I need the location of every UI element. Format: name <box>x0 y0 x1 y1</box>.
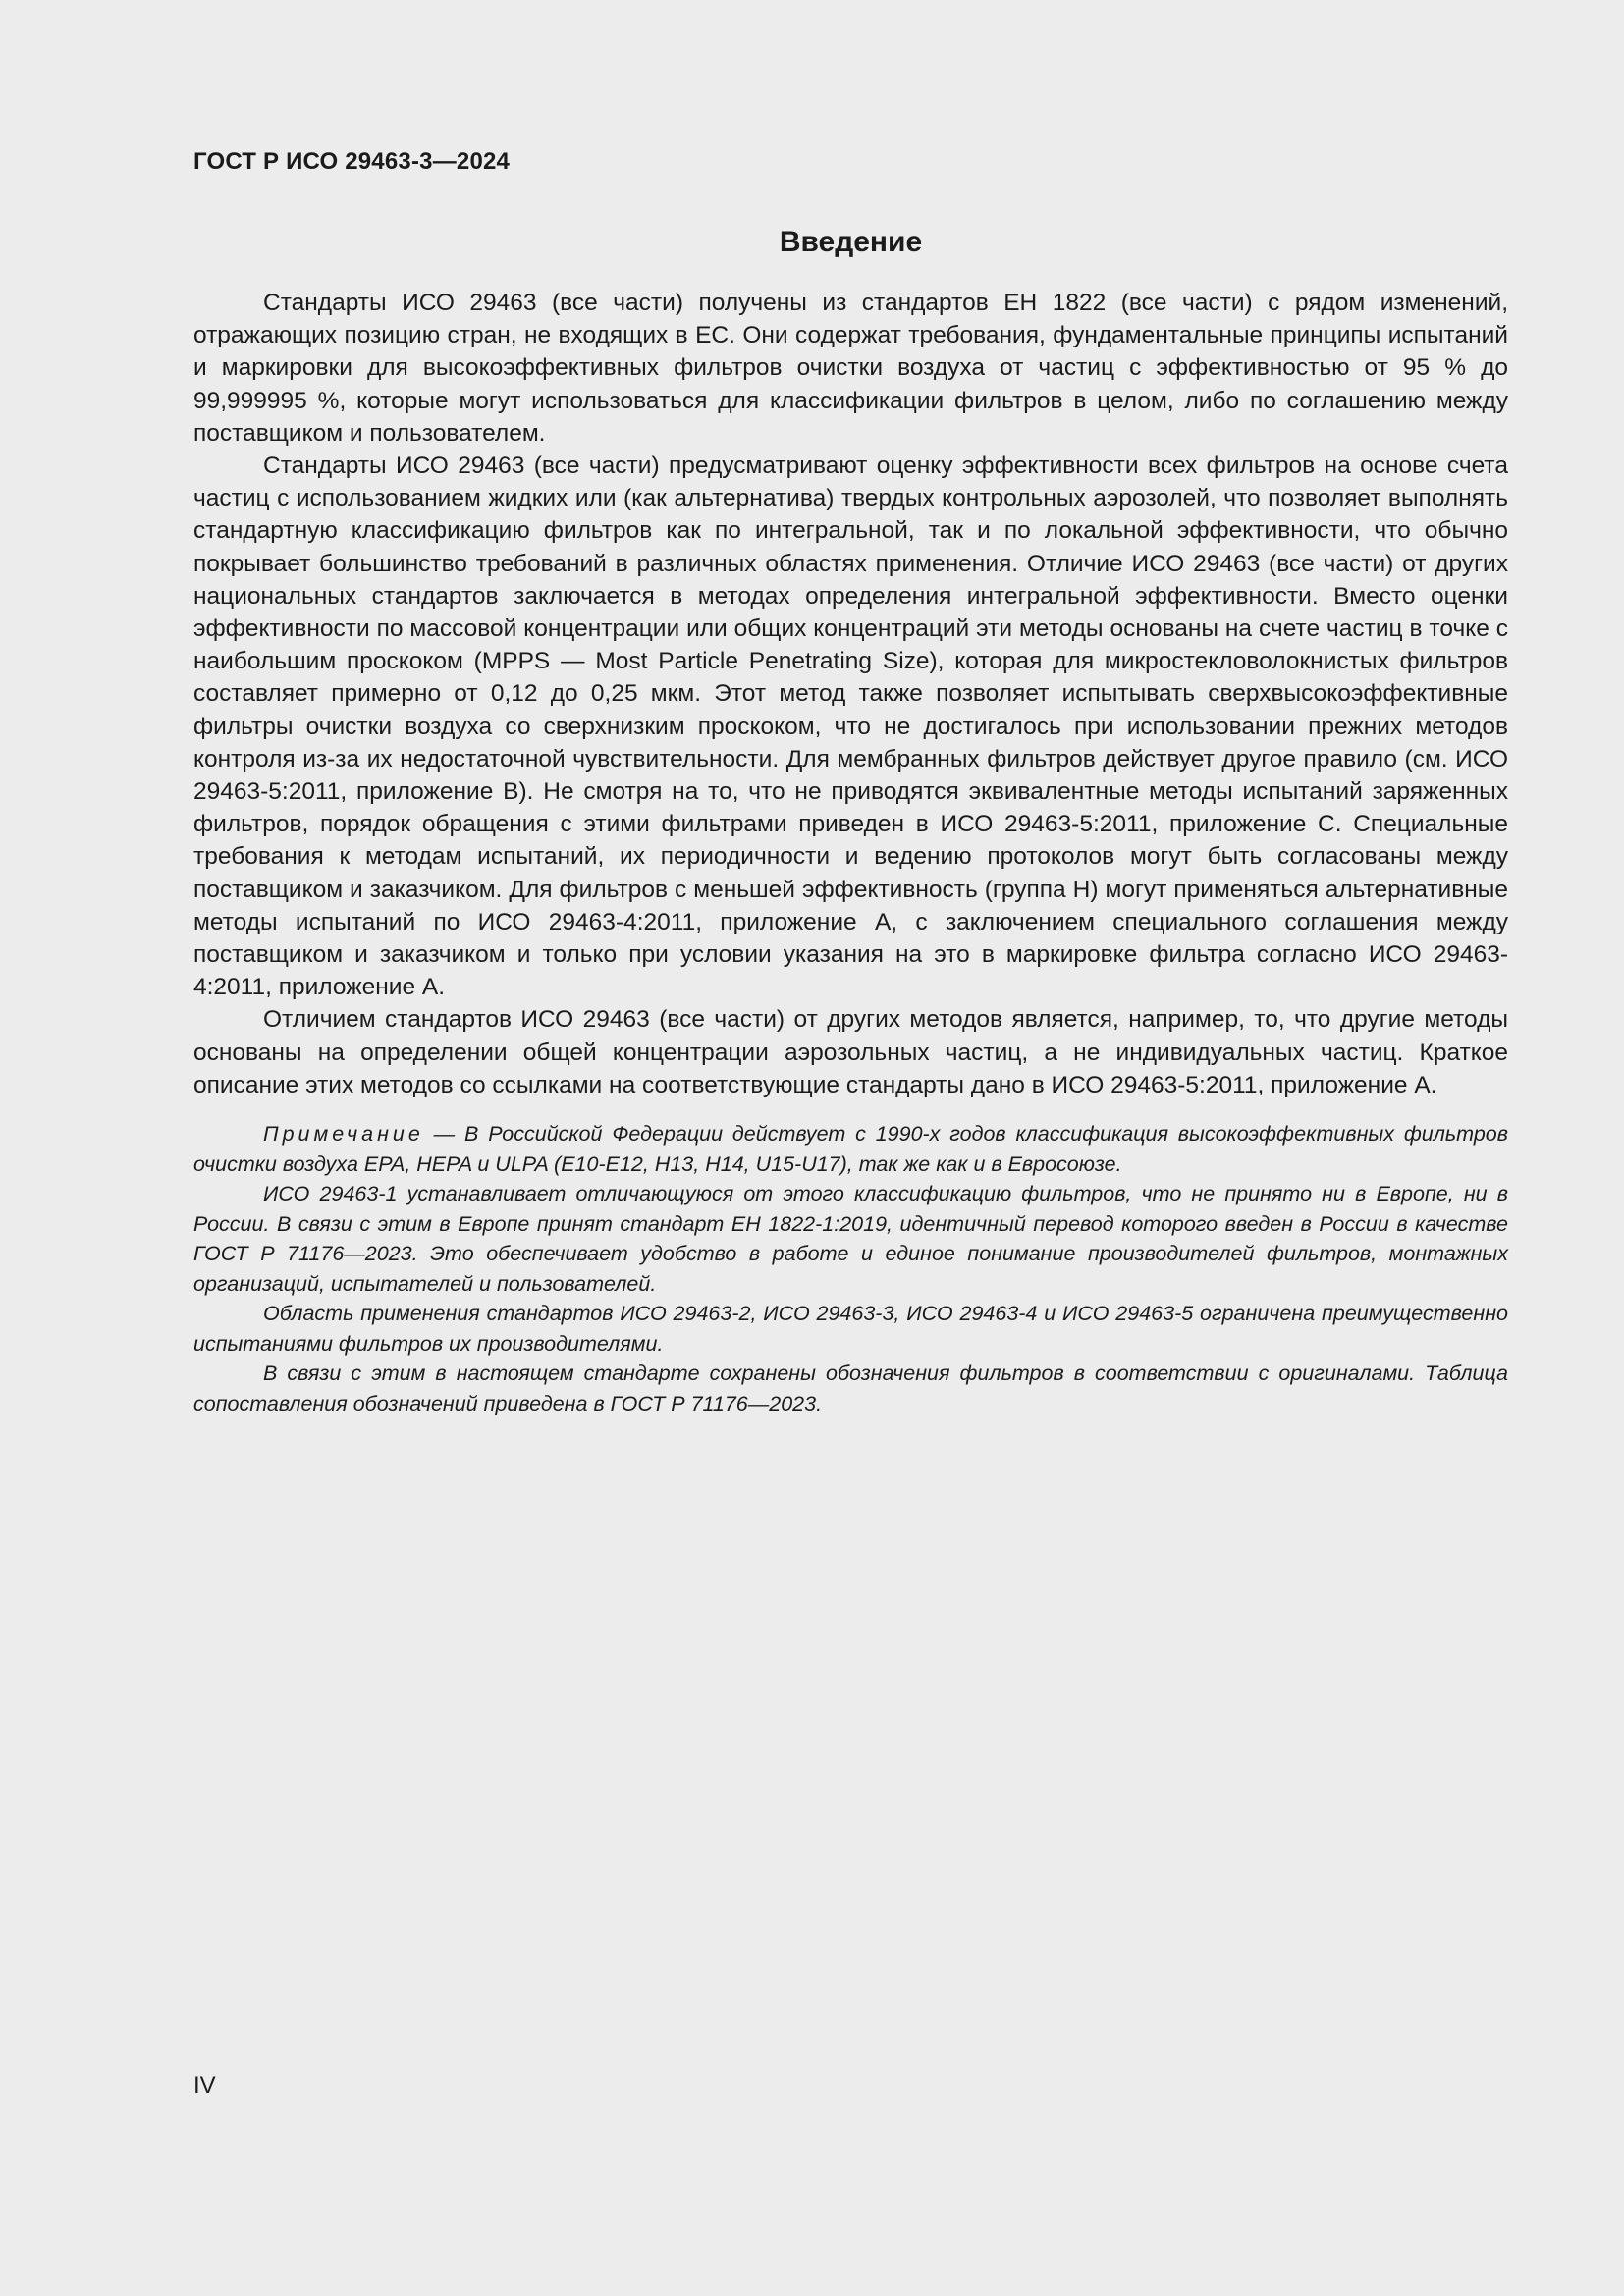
paragraph: Стандарты ИСО 29463 (все части) предусматривают оценку эффективности всех фильтров на основе счета частиц с использованием жидких или (как альтернатива) твердых контрольных аэрозолей, что позволяет выполнять стандартную классификацию фильтров как по интегральной, так и по локальной эффективности, что обычно покрывает большинство требований в различных областях применения. Отличие ИСО 29463 (все части) от других национальных стандартов заключается в методах определения интегральной эффективности. Вместо оценки эффективности по массовой концентрации или общих концентраций эти методы основаны на счете частиц в точке с наибольшим проскоком (MPPS — Most Particle Penetrating Size), которая для микростекловолокнистых фильтров составляет примерно от 0,12 до 0,25 мкм. Этот метод также позволяет испытывать сверхвысокоэффективные фильтры очистки воздуха со сверхнизким проскоком, что не достигалось при использовании прежних методов контроля из-за их недостаточной чувствительности. Для мембранных фильтров действует другое правило (см. ИСО 29463-5:2011, приложение B). Не смотря на то, что не приводятся эквивалентные методы испытаний заряженных фильтров, порядок обращения с этими фильтрами приведен в ИСО 29463-5:2011, приложение C. Специальные требования к методам испытаний, их периодичности и ведению протоколов могут быть согласованы между поставщиком и заказчиком. Для фильтров с меньшей эффективность (группа H) могут применяться альтернативные методы испытаний по ИСО 29463-4:2011, приложение A, с заключением специального соглашения между поставщиком и заказчиком и только при условии указания на это в маркировке фильтра согласно ИСО 29463-4:2011, приложение A. <box>193 453 1508 1001</box>
page-number: IV <box>193 2072 216 2099</box>
notes-block <box>193 1119 1508 1418</box>
note-paragraph: ИСО 29463-1 устанавливает отличающуюся от этого классификацию фильтров, что не принято ни в Европе, ни в России. В связи с этим в Европе принят стандарт ЕН 1822-1:2019, идентичный перевод которого введен в России в качестве ГОСТ Р 71176—2023. Это обеспечивает удобство в работе и единое понимание производителей фильтров, монтажных организаций, испытателей и пользователей. <box>193 1182 1508 1296</box>
note-paragraph: В связи с этим в настоящем стандарте сохранены обозначения фильтров в соответствии с оригиналами. Таблица сопоставления обозначений приведена в ГОСТ Р 71176—2023. <box>193 1362 1508 1415</box>
paragraph: Отличием стандартов ИСО 29463 (все части) от других методов является, например, то, что другие методы основаны на определении общей концентрации аэрозольных частиц, а не индивидуальных частиц. Краткое описание этих методов со ссылками на соответствующие стандарты дано в ИСО 29463-5:2011, приложение A. <box>193 1006 1508 1098</box>
note-text: — В Российской Федерации действует с 1990-х годов классификация высокоэффективных фильтров очистки воздуха EPA, HEPA и ULPA (E10-E12, H13, H14, U15-U17), так же как и в Евросоюзе. <box>193 1122 1508 1176</box>
note-label: Примечание <box>263 1122 424 1147</box>
introduction-body <box>193 287 1508 1418</box>
note-paragraph <box>193 1119 1508 1179</box>
document-code-header: ГОСТ Р ИСО 29463-3—2024 <box>193 148 511 175</box>
paragraph: Стандарты ИСО 29463 (все части) получены из стандартов ЕН 1822 (все части) с рядом изменений, отражающих позицию стран, не входящих в ЕС. Они содержат требования, фундаментальные принципы испытаний и маркировки для высокоэффективных фильтров очистки воздуха от частиц с эффективностью от 95 % до 99,999995 %, которые могут использоваться для классификации фильтров в целом, либо по соглашению между поставщиком и пользователем. <box>193 290 1508 447</box>
section-title: Введение <box>779 226 923 258</box>
note-paragraph: Область применения стандартов ИСО 29463-2, ИСО 29463-3, ИСО 29463-4 и ИСО 29463-5 ограничена преимущественно испытаниями фильтров их производителями. <box>193 1302 1508 1356</box>
